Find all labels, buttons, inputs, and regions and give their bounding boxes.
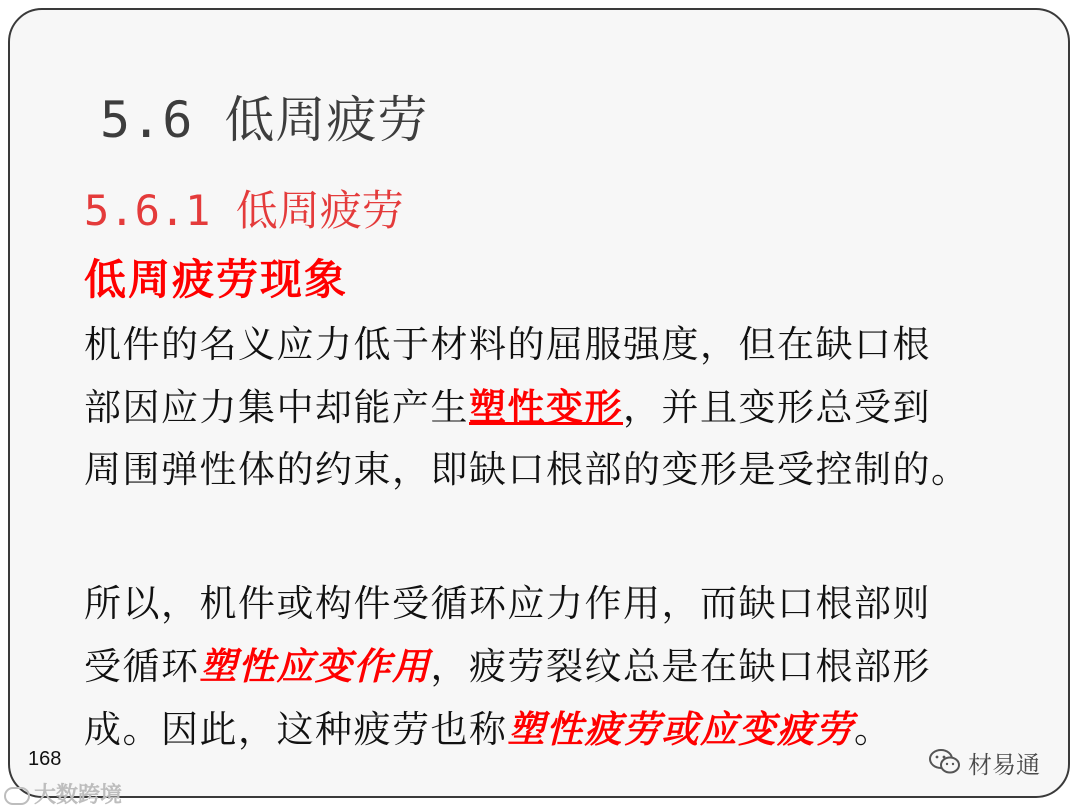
text-segment: 。 [854,708,893,751]
paragraph-2 [84,573,1044,761]
paragraph-2-line-2 [84,635,1044,698]
page-number: 168 [28,748,62,770]
cloud-logo-icon [4,787,30,805]
emphasis-plastic-strain: 塑性应变作用 [199,644,431,688]
watermark-right-text: 材易通 [968,751,1040,779]
section-subtitle: 5.6.1 低周疲劳 [84,186,404,235]
paragraph-1 [84,314,1044,501]
paragraph-1-line-2 [84,376,1044,439]
watermark-left [4,778,122,809]
text-segment: 成。因此，这种疲劳也称 [84,708,508,751]
section-heading: 低周疲劳现象 [84,255,349,304]
watermark-right [928,744,1040,780]
paragraph-1-line-3: 周围弹性体的约束，即缺口根部的变形是受控制的。 [84,448,970,491]
text-segment: 受循环 [84,645,200,688]
text-segment: 部因应力集中却能产生 [84,386,469,429]
paragraph-1-line-1: 机件的名义应力低于材料的屈服强度，但在缺口根 [84,323,931,366]
text-segment: ，并且变形总受到 [623,386,931,429]
paragraph-2-line-1: 所以，机件或构件受循环应力作用，而缺口根部则 [84,582,931,625]
slide-title: 5.6 低周疲劳 [100,91,429,149]
watermark-left-text: 大数跨境 [34,782,123,807]
wechat-icon [928,748,962,776]
emphasis-plastic-fatigue: 塑性疲劳或应变疲劳 [507,707,854,751]
paragraph-2-line-3 [84,698,1044,761]
text-segment: ，疲劳裂纹总是在缺口根部形 [430,645,931,688]
emphasis-plastic-deformation: 塑性变形 [469,385,623,429]
